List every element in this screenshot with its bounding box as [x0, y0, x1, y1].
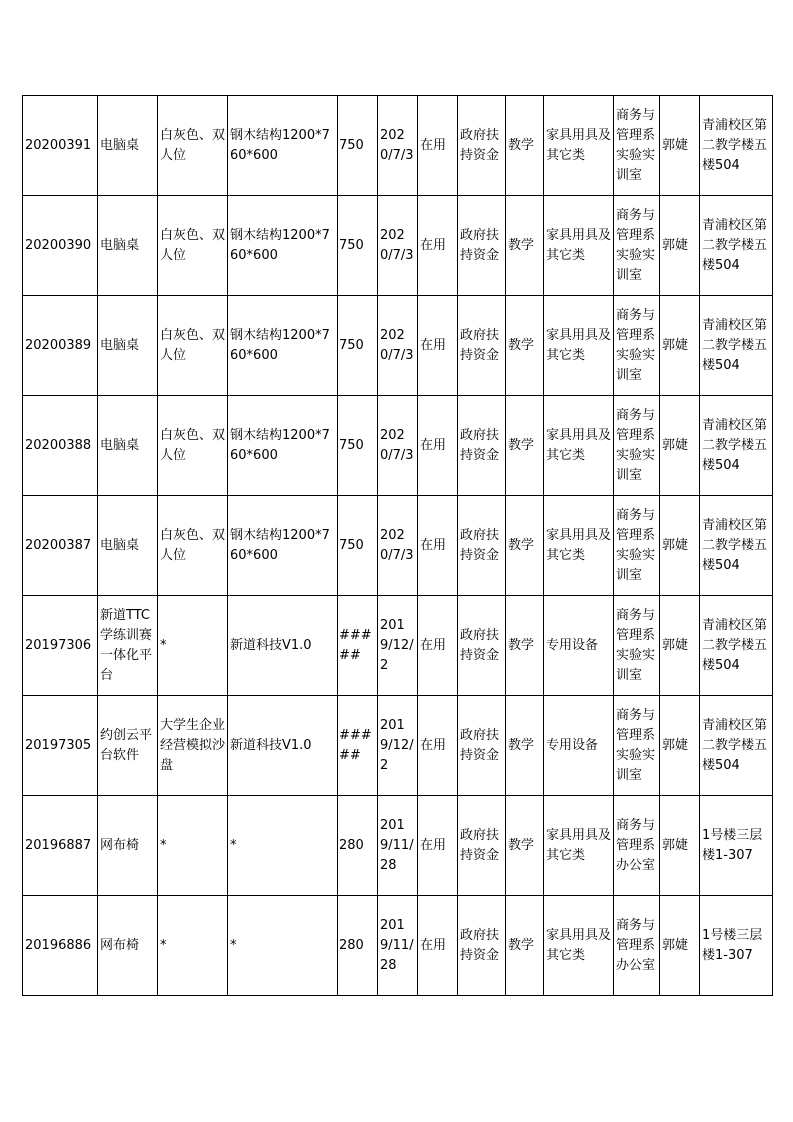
fund-source-cell: 政府扶持资金 [458, 696, 506, 796]
keeper-cell: 郭婕 [660, 596, 700, 696]
table-row [23, 596, 773, 696]
spec-cell: 钢木结构1200*760*600 [228, 296, 338, 396]
acquire-date-cell: 2019/12/2 [378, 596, 418, 696]
category-cell: 家具用具及其它类 [544, 396, 614, 496]
price-cell: 750 [338, 196, 378, 296]
asset-id-cell: 20197306 [23, 596, 98, 696]
fund-source-cell: 政府扶持资金 [458, 296, 506, 396]
usage-cell: 教学 [506, 96, 544, 196]
table-row [23, 896, 773, 996]
status-cell: 在用 [418, 396, 458, 496]
asset-id-cell: 20200391 [23, 96, 98, 196]
category-cell: 家具用具及其它类 [544, 896, 614, 996]
usage-cell: 教学 [506, 696, 544, 796]
asset-name-cell: 网布椅 [98, 896, 158, 996]
asset-name-cell: 电脑桌 [98, 496, 158, 596]
department-cell: 商务与管理系实验实训室 [614, 596, 660, 696]
department-cell: 商务与管理系实验实训室 [614, 96, 660, 196]
status-cell: 在用 [418, 896, 458, 996]
fund-source-cell: 政府扶持资金 [458, 96, 506, 196]
asset-id-cell: 20200389 [23, 296, 98, 396]
fund-source-cell: 政府扶持资金 [458, 596, 506, 696]
acquire-date-cell: 2020/7/3 [378, 96, 418, 196]
model-cell: 大学生企业经营模拟沙盘 [158, 696, 228, 796]
table-row [23, 796, 773, 896]
fund-source-cell: 政府扶持资金 [458, 896, 506, 996]
asset-id-cell: 20200387 [23, 496, 98, 596]
category-cell: 专用设备 [544, 696, 614, 796]
model-cell: 白灰色、双人位 [158, 96, 228, 196]
asset-name-cell: 电脑桌 [98, 196, 158, 296]
location-cell: 1号楼三层楼1-307 [700, 896, 773, 996]
model-cell: * [158, 796, 228, 896]
model-cell: 白灰色、双人位 [158, 196, 228, 296]
price-cell: 750 [338, 496, 378, 596]
department-cell: 商务与管理系办公室 [614, 896, 660, 996]
acquire-date-cell: 2020/7/3 [378, 196, 418, 296]
keeper-cell: 郭婕 [660, 696, 700, 796]
category-cell: 家具用具及其它类 [544, 296, 614, 396]
acquire-date-cell: 2019/11/28 [378, 796, 418, 896]
price-cell: 750 [338, 296, 378, 396]
table-row [23, 196, 773, 296]
model-cell: 白灰色、双人位 [158, 496, 228, 596]
department-cell: 商务与管理系实验实训室 [614, 296, 660, 396]
price-cell: ##### [338, 696, 378, 796]
spec-cell: 钢木结构1200*760*600 [228, 196, 338, 296]
spec-cell: 钢木结构1200*760*600 [228, 496, 338, 596]
asset-id-cell: 20197305 [23, 696, 98, 796]
spec-cell: 新道科技V1.0 [228, 696, 338, 796]
status-cell: 在用 [418, 796, 458, 896]
status-cell: 在用 [418, 696, 458, 796]
model-cell: * [158, 896, 228, 996]
acquire-date-cell: 2020/7/3 [378, 296, 418, 396]
spec-cell: * [228, 896, 338, 996]
table-row [23, 296, 773, 396]
location-cell: 青浦校区第二教学楼五楼504 [700, 396, 773, 496]
asset-id-cell: 20200388 [23, 396, 98, 496]
asset-name-cell: 电脑桌 [98, 296, 158, 396]
department-cell: 商务与管理系实验实训室 [614, 496, 660, 596]
usage-cell: 教学 [506, 296, 544, 396]
asset-id-cell: 20196886 [23, 896, 98, 996]
asset-id-cell: 20200390 [23, 196, 98, 296]
usage-cell: 教学 [506, 796, 544, 896]
keeper-cell: 郭婕 [660, 496, 700, 596]
fund-source-cell: 政府扶持资金 [458, 796, 506, 896]
price-cell: 750 [338, 396, 378, 496]
department-cell: 商务与管理系实验实训室 [614, 396, 660, 496]
status-cell: 在用 [418, 496, 458, 596]
keeper-cell: 郭婕 [660, 796, 700, 896]
price-cell: 280 [338, 896, 378, 996]
acquire-date-cell: 2019/12/2 [378, 696, 418, 796]
spec-cell: 新道科技V1.0 [228, 596, 338, 696]
model-cell: 白灰色、双人位 [158, 296, 228, 396]
asset-table [22, 95, 773, 996]
keeper-cell: 郭婕 [660, 896, 700, 996]
keeper-cell: 郭婕 [660, 396, 700, 496]
spec-cell: 钢木结构1200*760*600 [228, 396, 338, 496]
department-cell: 商务与管理系实验实训室 [614, 696, 660, 796]
usage-cell: 教学 [506, 396, 544, 496]
status-cell: 在用 [418, 296, 458, 396]
asset-id-cell: 20196887 [23, 796, 98, 896]
table-row [23, 496, 773, 596]
acquire-date-cell: 2019/11/28 [378, 896, 418, 996]
category-cell: 家具用具及其它类 [544, 796, 614, 896]
usage-cell: 教学 [506, 596, 544, 696]
price-cell: ##### [338, 596, 378, 696]
status-cell: 在用 [418, 196, 458, 296]
usage-cell: 教学 [506, 196, 544, 296]
location-cell: 青浦校区第二教学楼五楼504 [700, 596, 773, 696]
location-cell: 1号楼三层楼1-307 [700, 796, 773, 896]
category-cell: 专用设备 [544, 596, 614, 696]
table-row [23, 96, 773, 196]
department-cell: 商务与管理系办公室 [614, 796, 660, 896]
asset-name-cell: 电脑桌 [98, 96, 158, 196]
location-cell: 青浦校区第二教学楼五楼504 [700, 296, 773, 396]
price-cell: 280 [338, 796, 378, 896]
status-cell: 在用 [418, 96, 458, 196]
spec-cell: * [228, 796, 338, 896]
category-cell: 家具用具及其它类 [544, 196, 614, 296]
table-row [23, 396, 773, 496]
location-cell: 青浦校区第二教学楼五楼504 [700, 496, 773, 596]
status-cell: 在用 [418, 596, 458, 696]
model-cell: 白灰色、双人位 [158, 396, 228, 496]
asset-name-cell: 新道TTC学练训赛一体化平台 [98, 596, 158, 696]
department-cell: 商务与管理系实验实训室 [614, 196, 660, 296]
asset-name-cell: 网布椅 [98, 796, 158, 896]
asset-name-cell: 约创云平台软件 [98, 696, 158, 796]
price-cell: 750 [338, 96, 378, 196]
table-row [23, 696, 773, 796]
acquire-date-cell: 2020/7/3 [378, 396, 418, 496]
asset-name-cell: 电脑桌 [98, 396, 158, 496]
usage-cell: 教学 [506, 896, 544, 996]
location-cell: 青浦校区第二教学楼五楼504 [700, 96, 773, 196]
keeper-cell: 郭婕 [660, 296, 700, 396]
keeper-cell: 郭婕 [660, 196, 700, 296]
model-cell: * [158, 596, 228, 696]
spec-cell: 钢木结构1200*760*600 [228, 96, 338, 196]
usage-cell: 教学 [506, 496, 544, 596]
category-cell: 家具用具及其它类 [544, 96, 614, 196]
table-body [23, 96, 773, 996]
fund-source-cell: 政府扶持资金 [458, 196, 506, 296]
acquire-date-cell: 2020/7/3 [378, 496, 418, 596]
fund-source-cell: 政府扶持资金 [458, 396, 506, 496]
fund-source-cell: 政府扶持资金 [458, 496, 506, 596]
location-cell: 青浦校区第二教学楼五楼504 [700, 696, 773, 796]
keeper-cell: 郭婕 [660, 96, 700, 196]
category-cell: 家具用具及其它类 [544, 496, 614, 596]
location-cell: 青浦校区第二教学楼五楼504 [700, 196, 773, 296]
